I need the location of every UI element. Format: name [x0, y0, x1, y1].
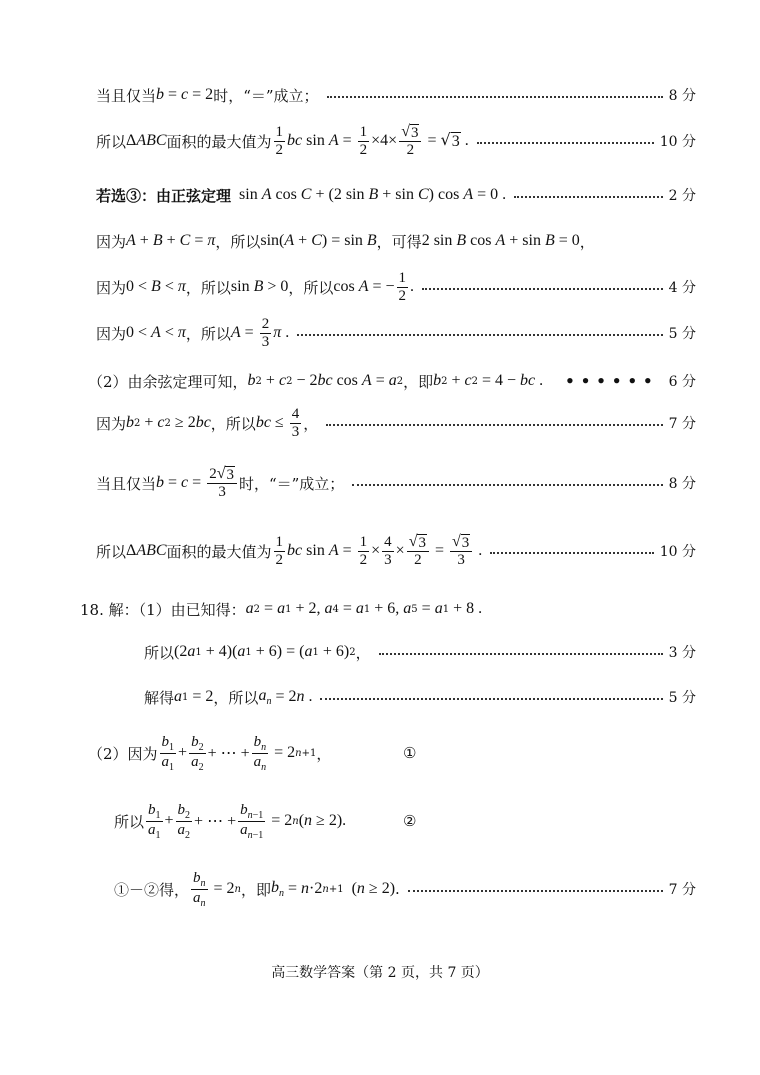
score: 8 分 [668, 88, 696, 104]
score: 10 分 [659, 544, 696, 560]
equation-marker-2: ② [403, 812, 417, 830]
leader-dots [408, 890, 663, 892]
leader-dots [490, 552, 653, 554]
line-lead: ①－②得， [114, 880, 190, 899]
line-option-3-sine-law: 若选③：由正弦定理 sin A cos C + (2 sin B + sin C ) cos A = 0 . 2 分 [96, 186, 696, 205]
line-lead: 当且仅当 [96, 86, 157, 105]
line-lead: 当且仅当 [96, 474, 157, 493]
line-lead: 解得 [144, 688, 175, 707]
line-angle-sum: 因为 A + B + C = π ，所以 sin( A + C ) = sin B ，可得 2 sin B cos A + sin B = 0 ， [96, 232, 595, 251]
line-bc-bound: 因为 b 2 + c 2 ≥ 2 bc ，所以 bc ≤ $\frac{4}{3}$ ， 7 分 [96, 406, 696, 440]
line-equality-condition-1: 当且仅当 b = c = 2 时，“＝”成立； 8 分 [96, 86, 696, 105]
line-equality-condition-2: 当且仅当 b = c = 2 √ 3 3 时，“＝”成立； 8 分 [96, 464, 696, 500]
score: 7 分 [668, 882, 696, 898]
line-lead: 因为 [96, 278, 127, 297]
line-lead: 因为 [96, 232, 127, 251]
line-max-area-2: 所以 Δ ABC 面积的最大值为 $\frac{1}{2}$ bc sin A = $\frac{1}{2}$ × $\frac{4}{3}$ × √ 3 2 = √ 3 3 . 10 分 [96, 532, 696, 568]
score: 5 分 [668, 690, 696, 706]
line-q18-part2-eq1: （2）因为 $\frac{b_1}{a_1}$ + $\frac{b_2}{a_2}$ + ⋯ + $\frac{b_n}{a_n}$ = 2 n+1 ， ① [88, 733, 417, 773]
leader-dots [326, 424, 662, 426]
line-lead: （2）由余弦定理可知， [88, 372, 248, 391]
line-lead: 所以 [144, 643, 175, 662]
leader-dots [352, 484, 662, 486]
line-q18-given: 18. 解：（1）由已知得： a 2 = a 1 + 2, a 4 = a 1 + 6, a 5 = a 1 + 8 . [80, 600, 483, 619]
leader-dots [514, 196, 663, 198]
score: 7 分 [668, 416, 696, 432]
line-lead: 所以 [96, 132, 127, 151]
leader-dots [379, 653, 663, 655]
score: 4 分 [668, 280, 696, 296]
leader-dots [327, 96, 663, 98]
score: 6 分 [668, 374, 696, 390]
equation-marker-1: ① [403, 744, 417, 762]
line-lead: 所以 [114, 812, 145, 831]
line-q18-solve: 解得 a 1 = 2 ，所以 $a_n$ = 2 n . 5 分 [144, 686, 696, 708]
leader-dots: •••••• [565, 372, 659, 390]
line-max-area-1: 所以 Δ ABC 面积的最大值为 $\frac{1}{2}$ bc sin A = $\frac{1}{2}$ ×4× √ 3 2 = √ 3 . 10 分 [96, 122, 696, 158]
line-lead: 因为 [96, 324, 127, 343]
line-lead: 因为 [96, 414, 127, 433]
line-lead: 18. 解：（1）由已知得： [80, 600, 246, 619]
leader-dots [477, 142, 654, 144]
line-cos-a: 因为 0 < B < π ，所以 sin B > 0 ，所以 cos A = − $\frac{1}{2}$ . 4 分 [96, 270, 696, 304]
score: 5 分 [668, 326, 696, 342]
score: 3 分 [668, 645, 696, 661]
line-q18-geometric: 所以 (2 a 1 + 4)( a 1 + 6) = ( a 1 + 6) 2 ， 3 分 [144, 643, 696, 662]
line-angle-a: 因为 0 < A < π ，所以 A = $\frac{2}{3}$ π . 5 分 [96, 316, 696, 350]
page-footer: 高三数学答案（第 2 页，共 7 页） [271, 965, 489, 981]
score: 8 分 [668, 476, 696, 492]
leader-dots [297, 334, 662, 336]
leader-dots [422, 288, 663, 290]
line-q18-subtract: ①－②得， $\frac{b_n}{a_n}$ = 2 n ，即 $b_n$ = n ·2 n+1 ( n ≥ 2) . 7 分 [114, 869, 696, 909]
line-q18-part2-eq2: 所以 $\frac{b_1}{a_1}$ + $\frac{b_2}{a_2}$ + ⋯ + $\frac{b_{n-1}}{a_{n-1}}$ = 2 n ( n ≥ 2). ② [114, 801, 417, 841]
line-lead: 若选③：由正弦定理 [96, 186, 232, 205]
score: 10 分 [659, 134, 696, 150]
line-lead: 所以 [96, 542, 127, 561]
leader-dots [320, 698, 662, 700]
line-lead: （2）因为 [88, 744, 158, 763]
line-cosine-law: （2）由余弦定理可知， b 2 + c 2 − 2 bc cos A = a 2 ，即 b 2 + c 2 = 4 − bc . •••••• 6 分 [88, 372, 696, 391]
score: 2 分 [668, 188, 696, 204]
